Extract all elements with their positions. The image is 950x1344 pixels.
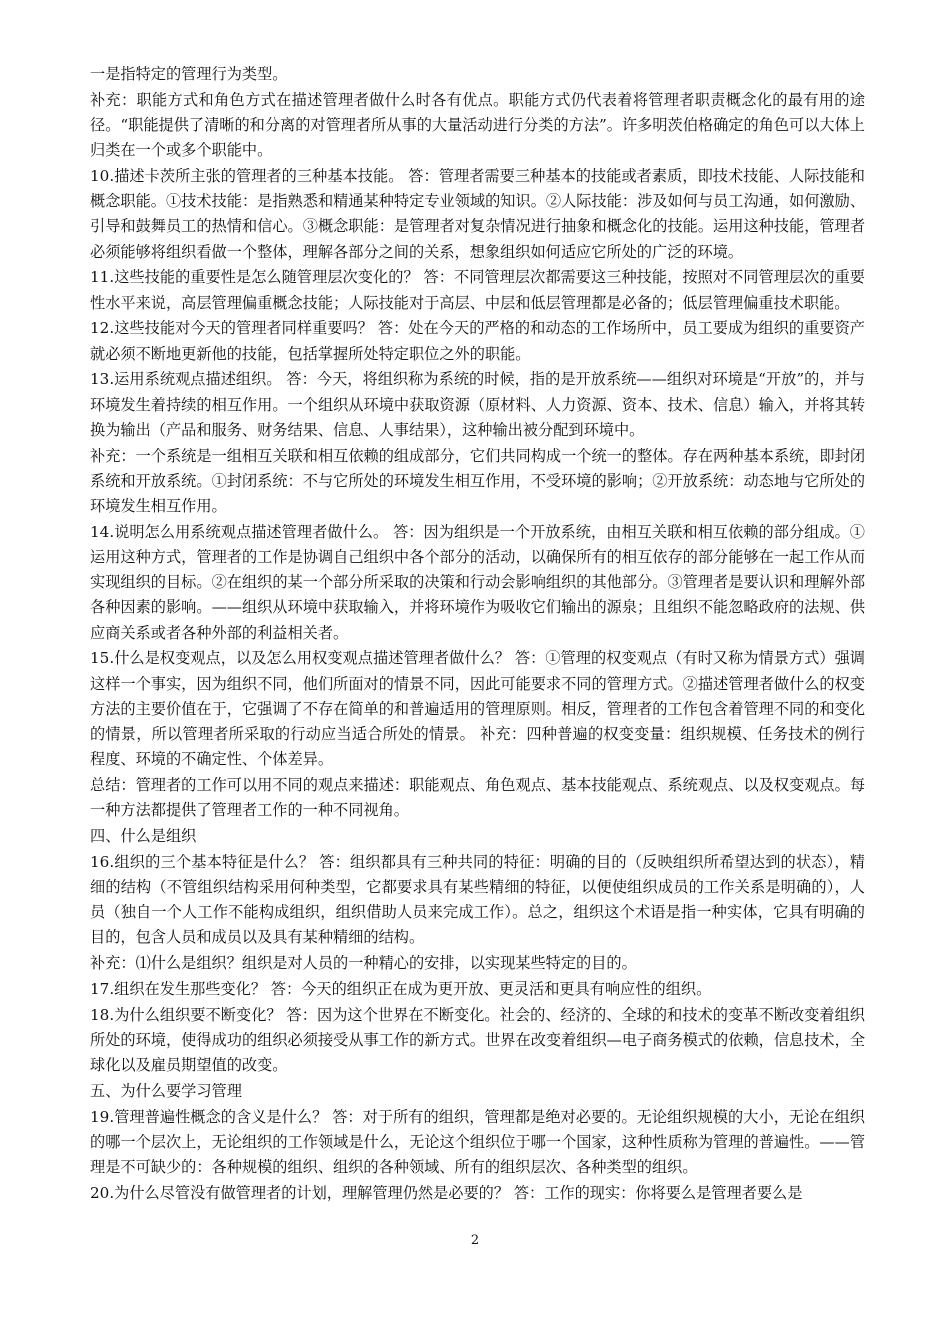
paragraph-supplement-functions-roles: 补充：职能方式和角色方式在描述管理者做什么时各有优点。职能方式仍代表着将管理者职责概念化的最有用的途径。“职能提供了清晰的和分离的对管理者所从事的大量活动进行分类的方法”。许多明茨伯格确定的角色可以大体上归类在一个或多个职能中。 — [90, 90, 865, 160]
paragraph-supplement-organization: 补充：⑴什么是组织？组织是对人员的一种精心的安排，以实现某些特定的目的。 — [90, 954, 637, 973]
paragraph-q19-universality: 19.管理普遍性概念的含义是什么？ 答：对于所有的组织，管理都是绝对必要的。无论组织规模的大小，无论在组织的哪一个层次上，无论组织的工作领域是什么，无论这个组织位于哪一个国家，这种性质称为管理的普遍性。——管理是不可缺少的：各种规模的组织、组织的各种领域、所有的组织层次、各种类型的组织。 — [90, 1107, 865, 1177]
paragraph-summary: 总结：管理者的工作可以用不同的观点来描述：职能观点、角色观点、基本技能观点、系统观点、以及权变观点。每一种方法都提供了管理者工作的一种不同视角。 — [90, 776, 865, 820]
paragraph-q15-contingency: 15.什么是权变观点，以及怎么用权变观点描述管理者做什么？ 答：①管理的权变观点（有时又称为情景方式）强调这样一个事实，因为组织不同，他们所面对的情景不同，因此可能要求不同的管理方式。②描述管理者做什么的权变方法的主要价值在于，它强调了不存在简单的和普遍适用的管理原则。相反，管理者的工作包含着管理不同的和变化的情景，所以管理者所采取的行动应当适合所处的情景。 补充：四种普遍的权变变量：组织规模、任务技术的例行程度、环境的不确定性、个体差异。 — [90, 649, 865, 769]
document-body — [90, 62, 865, 1207]
paragraph-q11-skill-levels: 11.这些技能的重要性是怎么随管理层次变化的？ 答：不同管理层次都需要这三种技能，按照对不同管理层次的重要性水平来说，高层管理偏重概念技能；人际技能对于高层、中层和低层管理都是必备的；低层管理偏重技术职能。 — [90, 268, 865, 312]
paragraph-role-definition: 一是指特定的管理行为类型。 — [90, 65, 288, 83]
paragraph-q17-org-changes: 17.组织在发生那些变化？ 答：今天的组织正在成为更开放、更灵活和更具有响应性的组织。 — [90, 980, 712, 999]
paragraph-q10-katz-skills: 10.描述卡茨所主张的管理者的三种基本技能。 答：管理者需要三种基本的技能或者素质，即技术技能、人际技能和概念职能。①技术技能：是指熟悉和精通某种特定专业领域的知识。②人际技能：涉及如何与员工沟通，如何激励、引导和鼓舞员工的热情和信心。③概念职能：是管理者对复杂情况进行抽象和概念化的技能。运用这种技能，管理者必须能够将组织看做一个整体，理解各部分之间的关系，想象组织如何适应它所处的广泛的环境。 — [90, 167, 865, 261]
paragraph-q12-skills-today: 12.这些技能对今天的管理者同样重要吗？ 答：处在今天的严格的和动态的工作场所中，员工要成为组织的重要资产就必须不断地更新他的技能，包括掌握所处特定职位之外的职能。 — [90, 319, 865, 363]
paragraph-q20-understanding: 20.为什么尽管没有做管理者的计划，理解管理仍然是必要的？ 答：工作的现实：你将要么是管理者要么是 — [90, 1184, 803, 1203]
paragraph-q16-org-characteristics: 16.组织的三个基本特征是什么？ 答：组织都具有三种共同的特征：明确的目的（反映组织所希望达到的状态），精细的结构（不管组织结构采用何种类型，它都要求具有某些精细的特征，以便使组织成员的工作关系是明确的），人员（独自一个人工作不能构成组织，组织借助人员来完成工作）。总之，组织这个术语是指一种实体，它具有明确的目的，包含人员和成员以及具有某种精细的结构。 — [90, 852, 865, 947]
paragraph-q14-systems-managers: 14.说明怎么用系统观点描述管理者做什么。 答：因为组织是一个开放系统，由相互关联和相互依赖的部分组成。①运用这种方式，管理者的工作是协调自己组织中各个部分的活动，以确保所有的相互依存的部分能够在一起工作从而实现组织的目标。②在组织的某一个部分所采取的决策和行动会影响组织的其他部分。③管理者是要认识和理解外部各种因素的影响。——组织从环境中获取输入，并将环境作为吸收它们输出的源泉；且组织不能忽略政府的法规、供应商关系或者各种外部的利益相关者。 — [90, 522, 865, 642]
section-heading-organization: 四、什么是组织 — [90, 827, 197, 846]
paragraph-q18-why-change: 18.为什么组织要不断变化？ 答：因为这个世界在不断变化。社会的、经济的、全球的和技术的变革不断改变着组织所处的环境，使得成功的组织必须接受从事工作的新方式。世界在改变着组织—电子商务模式的依赖，信息技术，全球化以及雇员期望值的改变。 — [90, 1005, 865, 1075]
paragraph-supplement-systems: 补充：一个系统是一组相互关联和相互依赖的组成部分，它们共同构成一个统一的整体。存在两种基本系统，即封闭系统和开放系统。①封闭系统：不与它所处的环境发生相互作用，不受环境的影响；②开放系统：动态地与它所处的环境发生相互作用。 — [90, 446, 865, 516]
section-heading-why-study: 五、为什么要学习管理 — [90, 1082, 242, 1101]
paragraph-q13-systems-view: 13.运用系统观点描述组织。 答：今天，将组织称为系统的时候，指的是开放系统——组织对环境是“开放”的，并与环境发生着持续的相互作用。一个组织从环境中获取资源（原材料、人力资源、资本、技术、信息）输入，并将其转换为输出（产品和服务、财务结果、信息、人事结果），这种输出被分配到环境中。 — [90, 370, 865, 439]
page-number: 2 — [470, 1233, 480, 1248]
